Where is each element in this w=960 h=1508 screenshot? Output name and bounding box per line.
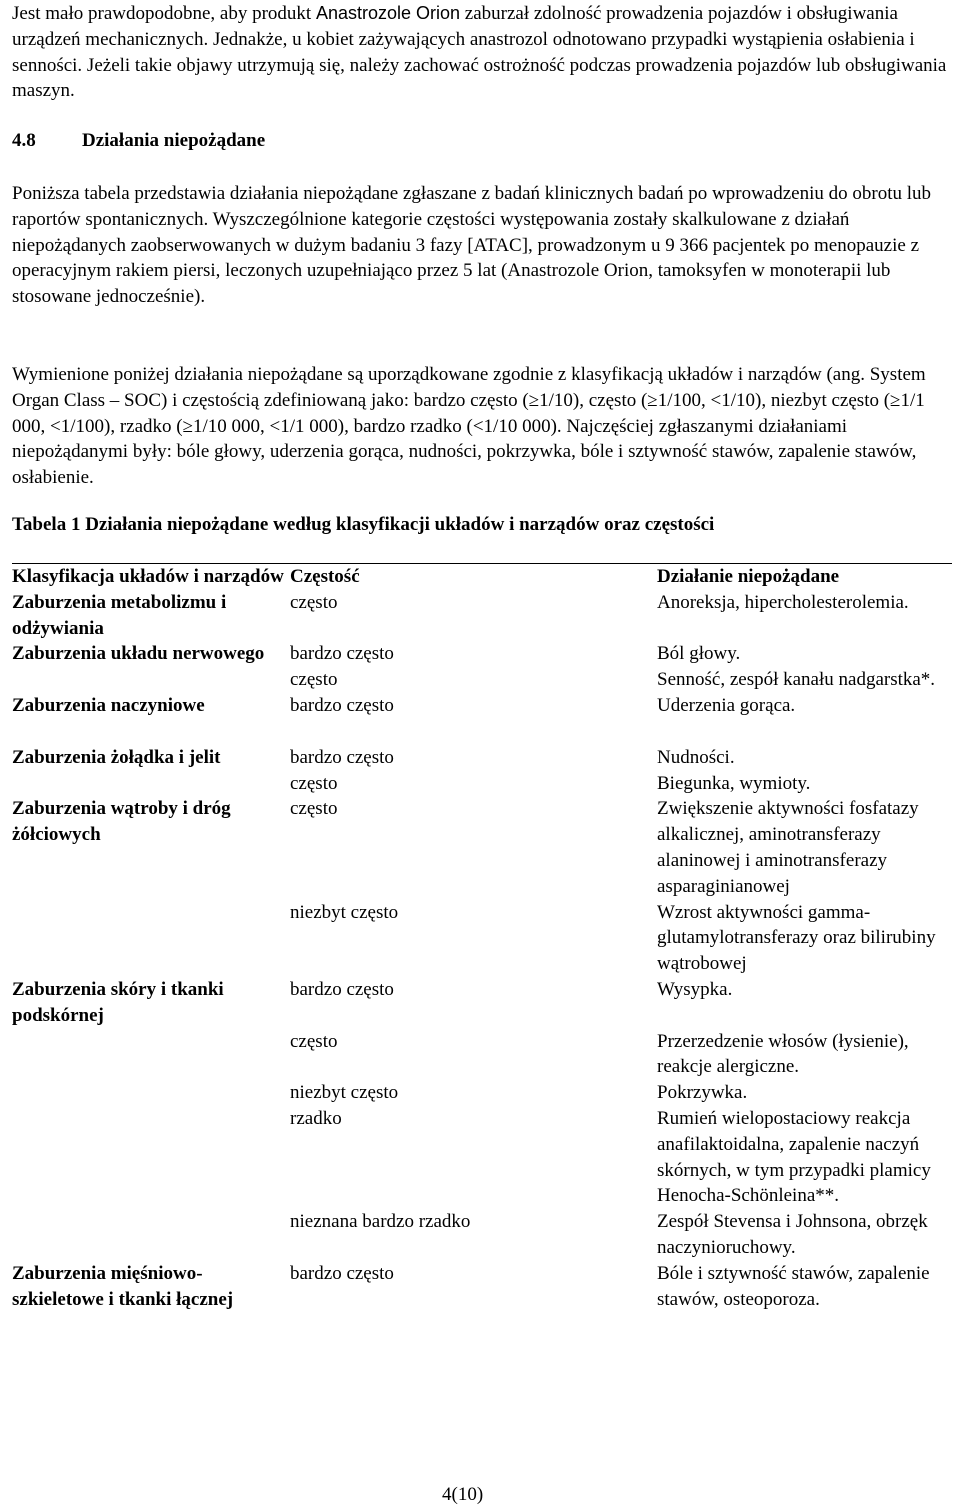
- table-row: [12, 796, 952, 899]
- cell-soc: Zaburzenia wątroby i dróg żółciowych: [12, 798, 231, 846]
- cell-frequency: często: [290, 772, 338, 794]
- cell-frequency: niezbyt często: [290, 901, 399, 923]
- cell-effect: Zwiększenie aktywności fosfatazy alkalicznej, aminotransferazy alaninowej i aminotransferazy asparaginianowej: [657, 798, 919, 897]
- table-row: [12, 1106, 952, 1209]
- cell-soc: [12, 1209, 290, 1261]
- table-row: [12, 693, 952, 719]
- cell-soc: [12, 1029, 290, 1081]
- cell-soc: Zaburzenia skóry i tkanki podskórnej: [12, 978, 224, 1026]
- table-row: [12, 900, 952, 977]
- table-row: [12, 667, 952, 693]
- table-spacer: [12, 719, 952, 745]
- table-row: [12, 1080, 952, 1106]
- section-title: Działania niepożądane: [82, 130, 266, 151]
- cell-effect: Zespół Stevensa i Johnsona, obrzęk naczynioruchowy.: [657, 1211, 928, 1258]
- cell-soc: Zaburzenia metabolizmu i odżywiania: [12, 591, 227, 639]
- cell-frequency: często: [290, 798, 338, 820]
- cell-frequency: bardzo często: [290, 643, 394, 665]
- cell-soc: [12, 667, 290, 693]
- cell-soc: [12, 900, 290, 977]
- cell-effect: Anoreksja, hipercholesterolemia.: [657, 591, 909, 613]
- cell-frequency: bardzo często: [290, 978, 394, 1000]
- cell-soc: [12, 1106, 290, 1209]
- product-name: Anastrozole Orion: [315, 3, 461, 23]
- table-row: [12, 1209, 952, 1261]
- cell-effect: Nudności.: [657, 746, 735, 768]
- cell-effect: Pokrzywka.: [657, 1082, 748, 1104]
- cell-frequency: często: [290, 669, 338, 691]
- description-paragraph: Poniższa tabela przedstawia działania niepożądane zgłaszane z badań klinicznych badań po wprowadzeniu do obrotu lub raportów spontanicznych. Wyszczególnione kategorie częstości występowania zostały skalkulowane z działań niepożądanych zaobserwowanych w dużym badaniu 3 fazy [ATAC], prowadzonym u 9 366 pacjentek po menopauzie z operacyjnym rakiem piersi, leczonych uzupełniająco przez 5 lat (Anastrozole Orion, tamoksyfen w monoterapii lub stosowane jednocześnie).: [12, 183, 932, 308]
- cell-frequency: bardzo często: [290, 694, 394, 716]
- cell-frequency: nieznana bardzo rzadko: [290, 1211, 471, 1233]
- table-row: [12, 590, 952, 642]
- cell-frequency: często: [290, 591, 338, 613]
- cell-effect: Przerzedzenie włosów (łysienie), reakcje alergiczne.: [657, 1030, 909, 1078]
- cell-effect: Bóle i sztywność stawów, zapalenie stawów, osteoporoza.: [657, 1262, 930, 1310]
- cell-frequency: bardzo często: [290, 1262, 394, 1284]
- table-row: [12, 641, 952, 667]
- table-row: [12, 745, 952, 771]
- cell-frequency: niezbyt często: [290, 1082, 399, 1104]
- cell-effect: Ból głowy.: [657, 643, 741, 665]
- page-number: 4(10): [442, 1484, 484, 1505]
- cell-effect: Biegunka, wymioty.: [657, 772, 811, 794]
- intro-text-a: Jest mało prawdopodobne, aby produkt: [12, 3, 316, 24]
- table-row: [12, 771, 952, 797]
- section-heading: [12, 130, 265, 152]
- header-effect: Działanie niepożądane: [657, 566, 840, 587]
- table-caption: Tabela 1 Działania niepożądane według klasyfikacji układów i narządów oraz częstości: [12, 514, 715, 535]
- cell-soc: [12, 1080, 290, 1106]
- table-row: [12, 1261, 952, 1313]
- section-number: 4.8: [12, 130, 36, 151]
- ordering-paragraph: Wymienione poniżej działania niepożądane są uporządkowane zgodnie z klasyfikacją układów i narządów (ang. System Organ Class – SOC) i częstością zdefiniowaną jako: bardzo często (≥1/10), często (≥1/100, <1/10), niezbyt często (≥1/1 000, <1/100), rzadko (≥1/10 000, <1/1 000), bardzo rzadko (<1/10 000). Najczęściej zgłaszanymi działaniami niepożądanymi były: bóle głowy, uderzenia gorąca, nudności, pokrzywka, bóle i sztywność stawów, zapalenie stawów, osłabienie.: [12, 364, 926, 489]
- header-soc: Klasyfikacja układów i narządów: [12, 566, 284, 587]
- table-header-row: [12, 564, 952, 590]
- cell-soc: Zaburzenia naczyniowe: [12, 694, 205, 716]
- cell-effect: Uderzenia gorąca.: [657, 694, 796, 716]
- intro-paragraph: [12, 1, 952, 104]
- cell-soc: [12, 771, 290, 797]
- cell-frequency: rzadko: [290, 1107, 342, 1129]
- cell-effect: Rumień wielopostaciowy reakcja anafilaktoidalna, zapalenie naczyń skórnych, w tym przypadki plamicy Henocha-Schönleina**.: [657, 1107, 931, 1207]
- cell-soc: Zaburzenia żołądka i jelit: [12, 746, 221, 768]
- cell-effect: Wzrost aktywności gamma-glutamylotransferazy oraz bilirubiny wątrobowej: [657, 901, 936, 975]
- table-row: [12, 1029, 952, 1081]
- cell-effect: Wysypka.: [657, 978, 733, 1000]
- cell-frequency: bardzo często: [290, 746, 394, 768]
- cell-frequency: często: [290, 1030, 338, 1052]
- cell-soc: Zaburzenia układu nerwowego: [12, 643, 265, 665]
- table-row: [12, 977, 952, 1029]
- adverse-effects-table: [12, 563, 952, 1312]
- cell-soc: Zaburzenia mięśniowo-szkieletowe i tkanki łącznej: [12, 1262, 234, 1310]
- cell-effect: Senność, zespół kanału nadgarstka*.: [657, 669, 936, 691]
- intro-text-b: zaburzał zdolność prowadzenia pojazdów i obsługiwania urządzeń mechanicznych. Jednakże, u kobiet zażywających anastrozol odnotowano przypadki wystąpienia osłabienia i senności. Jeżeli takie objawy utrzymują się, należy zachować ostrożność podczas prowadzenia pojazdów lub obsługiwania maszyn.: [12, 3, 947, 102]
- header-frequency: Częstość: [290, 566, 360, 587]
